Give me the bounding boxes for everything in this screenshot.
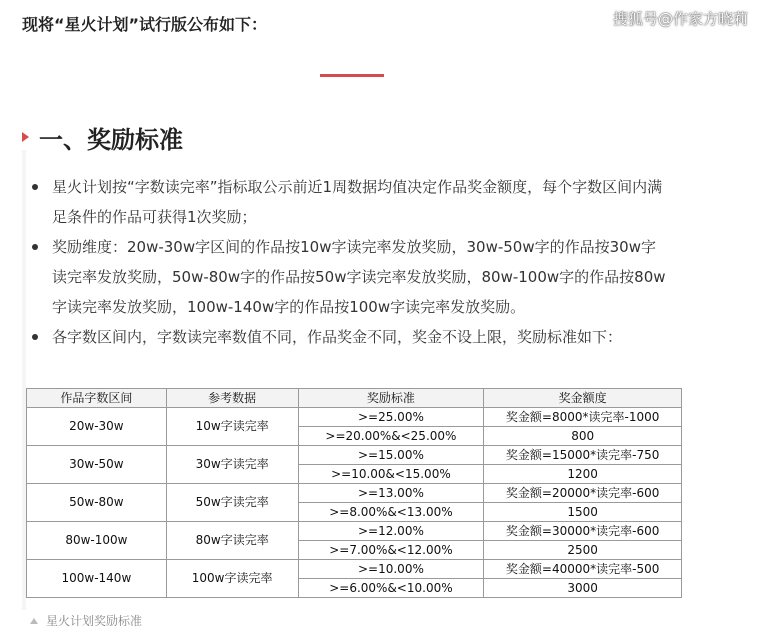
cell-amount: 奖金额=40000*读完率-500 — [484, 560, 682, 579]
cell-amount: 奖金额=30000*读完率-600 — [484, 522, 682, 541]
bullet-text: 各字数区间内，字数读完率数值不同，作品奖金不同，奖金不设上限，奖励标准如下： — [52, 328, 623, 346]
cell-standard: >=12.00% — [298, 522, 484, 541]
cell-standard: >=15.00% — [298, 446, 484, 465]
bullet-dot-icon — [32, 244, 38, 250]
section-divider — [320, 74, 384, 77]
cell-standard: >=8.00%&<13.00% — [298, 503, 484, 522]
cell-amount: 奖金额=20000*读完率-600 — [484, 484, 682, 503]
cell-amount: 2500 — [484, 541, 682, 560]
cell-standard: >=10.00% — [298, 560, 484, 579]
header-amount: 奖金额度 — [484, 389, 682, 408]
cell-ref: 10w字读完率 — [166, 408, 298, 446]
cell-standard: >=13.00% — [298, 484, 484, 503]
cell-ref: 50w字读完率 — [166, 484, 298, 522]
bullet-item — [30, 322, 670, 352]
bullet-dot-icon — [32, 334, 38, 340]
table-row — [27, 446, 682, 465]
cell-ref: 30w字读完率 — [166, 446, 298, 484]
header-range: 作品字数区间 — [27, 389, 167, 408]
cell-range: 20w-30w — [27, 408, 167, 446]
table-row — [27, 560, 682, 579]
cell-amount: 3000 — [484, 579, 682, 598]
table-row — [27, 522, 682, 541]
reward-table — [26, 388, 682, 598]
cell-range: 50w-80w — [27, 484, 167, 522]
bullet-list — [30, 172, 670, 352]
cell-standard: >=7.00%&<12.00% — [298, 541, 484, 560]
cell-amount: 奖金额=15000*读完率-750 — [484, 446, 682, 465]
caption-text: 星火计划奖励标准 — [46, 614, 143, 628]
section-heading — [22, 120, 183, 154]
bullet-item — [30, 172, 670, 232]
bullet-item — [30, 232, 670, 322]
table-row — [27, 484, 682, 503]
cell-range: 30w-50w — [27, 446, 167, 484]
cell-amount: 奖金额=8000*读完率-1000 — [484, 408, 682, 427]
cell-standard: >=10.00&<15.00% — [298, 465, 484, 484]
cell-range: 80w-100w — [27, 522, 167, 560]
triangle-marker-icon — [22, 132, 29, 142]
caption-triangle-icon — [30, 618, 38, 624]
bullet-text: 奖励维度：20w-30w字区间的作品按10w字读完率发放奖励，30w-50w字的作品按30w字读完率发放奖励，50w-80w字的作品按50w字读完率发放奖励，80w-100w字的作品按80w字读完率发放奖励，100w-140w字的作品按100w字读完率发放奖励。 — [52, 238, 666, 316]
watermark: 搜狐号@作家方晓莉 — [612, 10, 748, 28]
cell-ref: 100w字读完率 — [166, 560, 298, 598]
cell-amount: 1500 — [484, 503, 682, 522]
cell-amount: 1200 — [484, 465, 682, 484]
image-caption — [30, 612, 142, 629]
cell-standard: >=20.00%&<25.00% — [298, 427, 484, 446]
cell-ref: 80w字读完率 — [166, 522, 298, 560]
header-ref: 参考数据 — [166, 389, 298, 408]
table-header-row — [27, 389, 682, 408]
header-standard: 奖励标准 — [298, 389, 484, 408]
cell-standard: >=25.00% — [298, 408, 484, 427]
intro-text: 现将“星火计划”试行版公布如下： — [22, 15, 268, 34]
bullet-dot-icon — [32, 184, 38, 190]
section-title: 一、奖励标准 — [39, 125, 183, 154]
cell-range: 100w-140w — [27, 560, 167, 598]
bullet-text: 星火计划按“字数读完率”指标取公示前近1周数据均值决定作品奖金额度，每个字数区间内满足条件的作品可获得1次奖励； — [52, 178, 663, 226]
cell-amount: 800 — [484, 427, 682, 446]
table-row — [27, 408, 682, 427]
cell-standard: >=6.00%&<10.00% — [298, 579, 484, 598]
